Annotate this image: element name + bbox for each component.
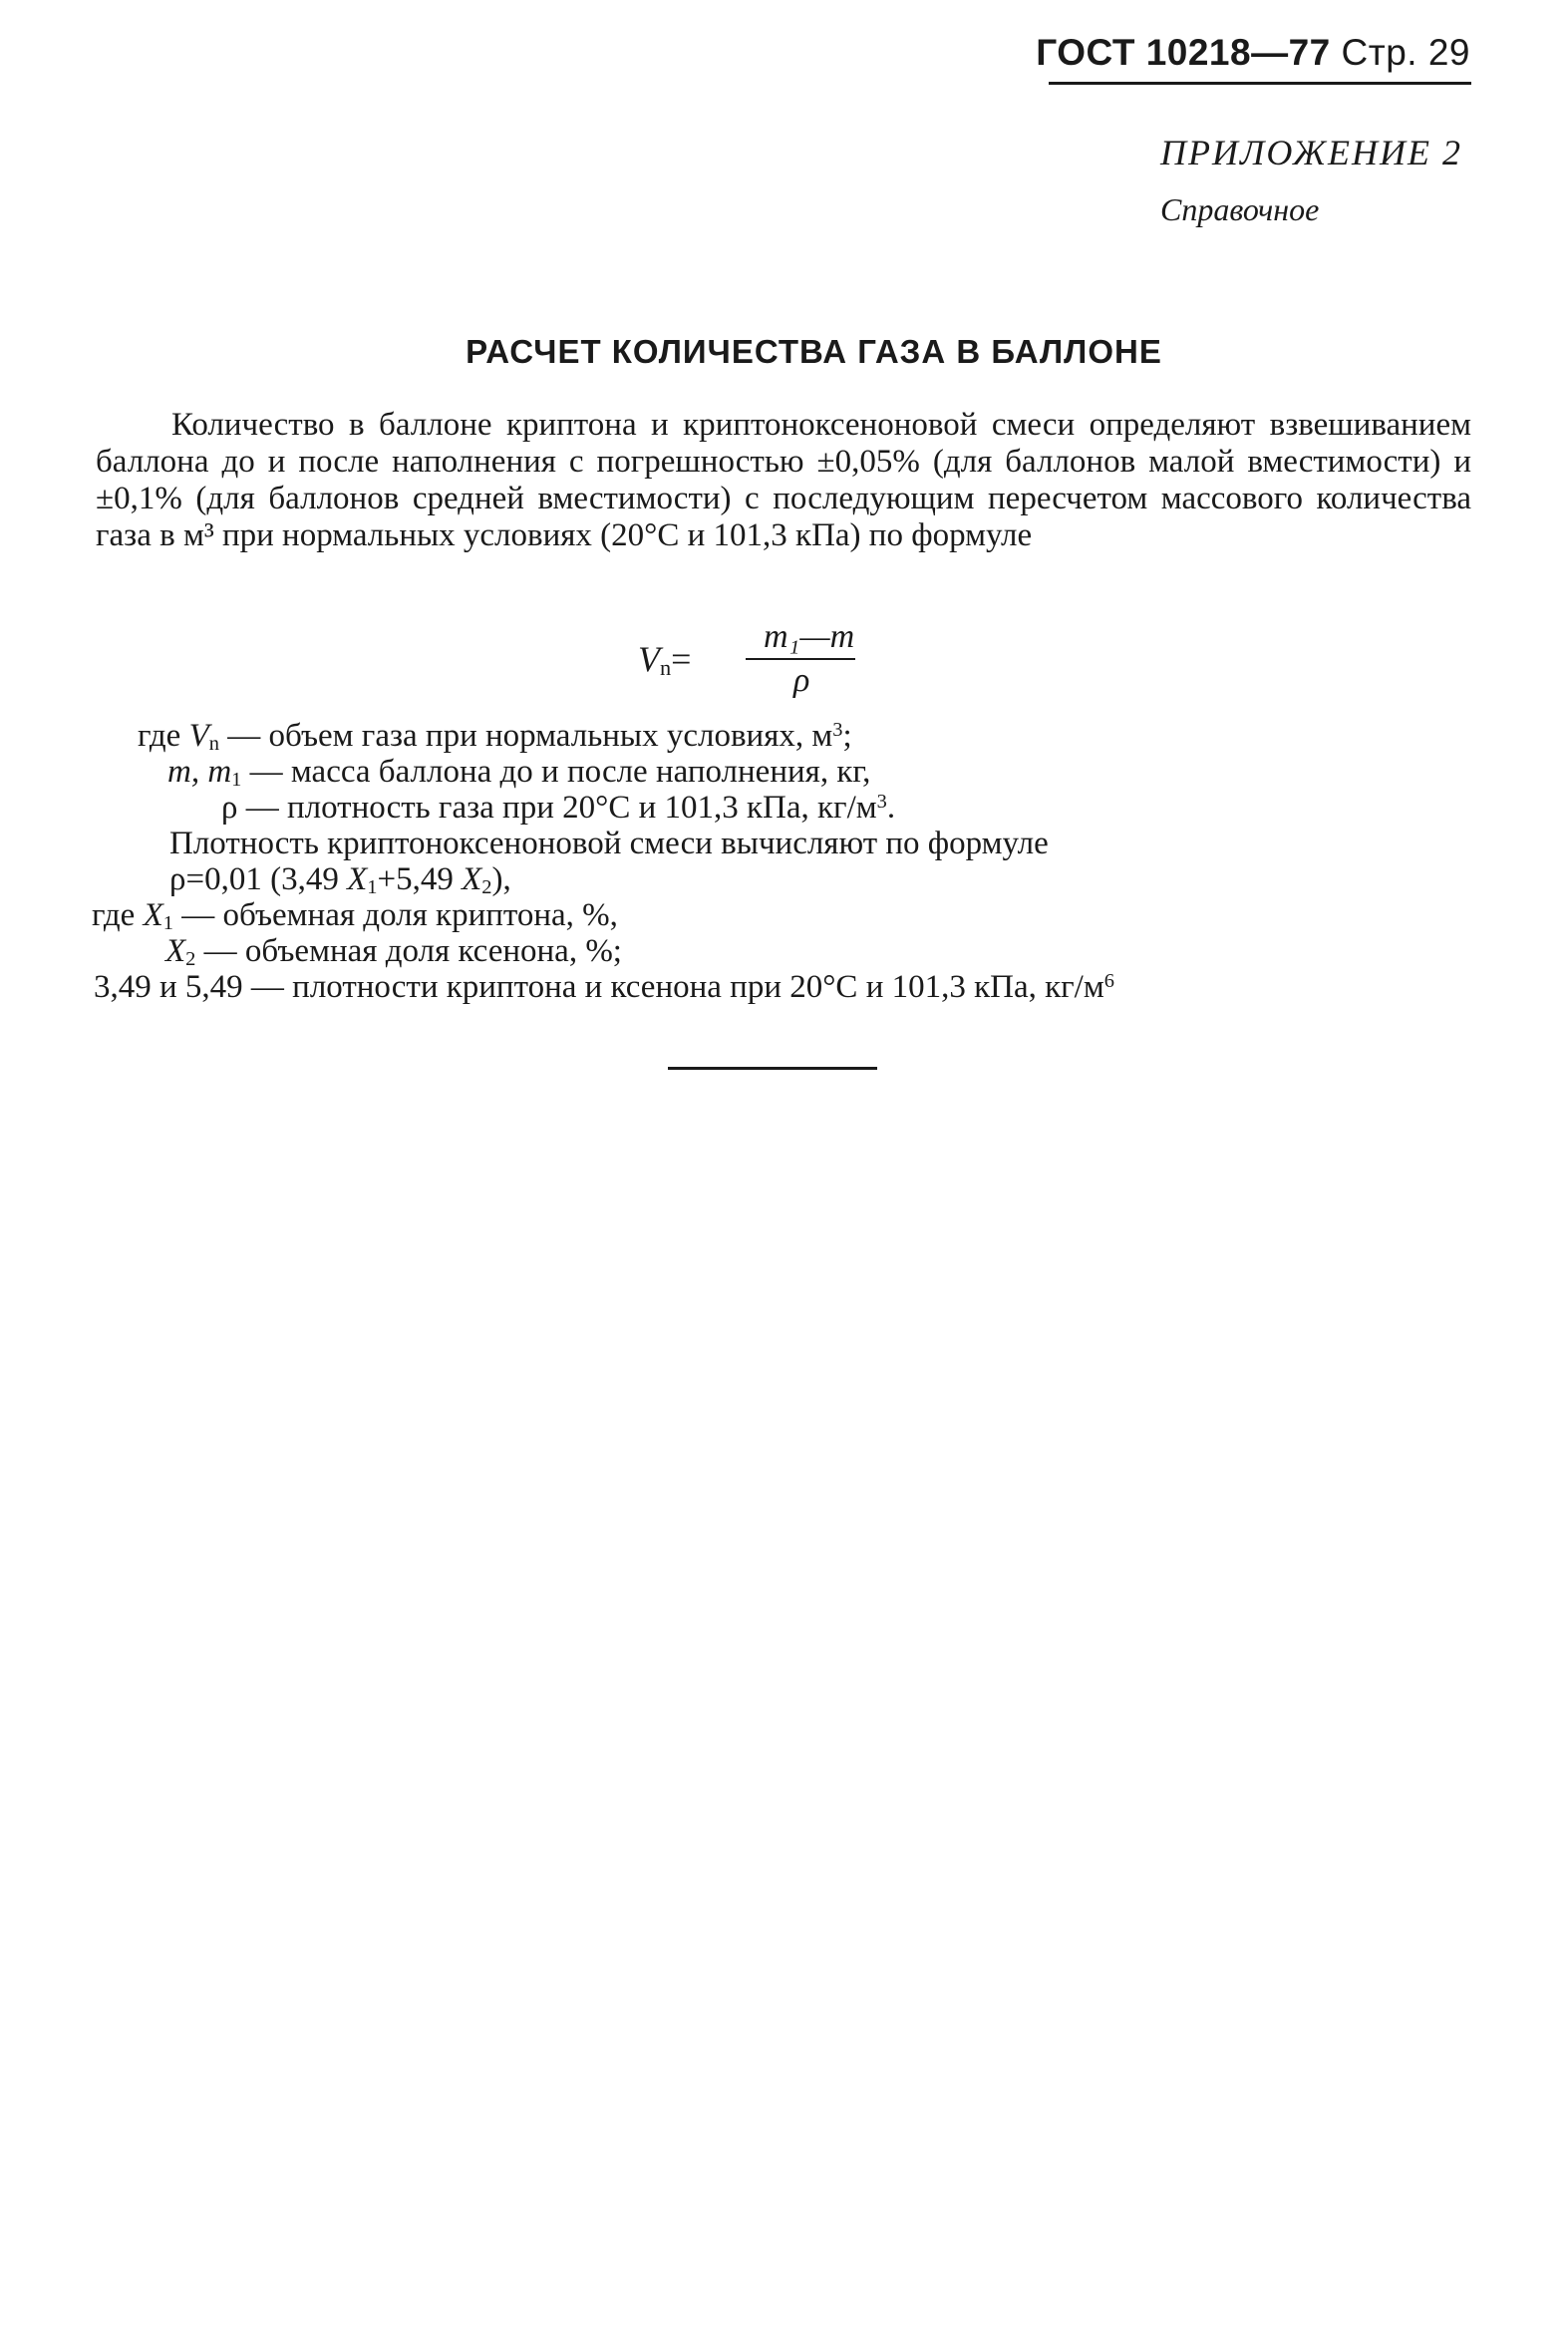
definition-x1: где $X_1$ — объемная доля криптона, %, <box>92 897 618 934</box>
density-intro: Плотность криптоноксеноновой смеси вычисляют по формуле <box>169 826 1049 861</box>
formula-lhs: $V_n=$ <box>638 639 692 680</box>
density-formula: ρ=0,01 (3,49 $X_1+5,49$ $X_2$), <box>169 861 511 898</box>
definition-x2: $X_2$ — объемная доля ксенона, %; <box>165 933 622 970</box>
page-number: Стр. 29 <box>1341 32 1470 73</box>
appendix-label: ПРИЛОЖЕНИЕ 2 <box>1160 133 1462 172</box>
intro-paragraph <box>96 407 1471 554</box>
definition-m: m, $m_1$ — масса баллона до и после наполнения, кг, <box>167 754 871 791</box>
standard-number: ГОСТ 10218—77 <box>1036 32 1331 73</box>
formula-denominator: ρ <box>793 662 810 699</box>
header-divider <box>1049 82 1471 85</box>
formula-numerator: m₁—m <box>764 618 855 655</box>
page-header <box>1036 32 1470 74</box>
definition-constants: 3,49 и 5,49 — плотности криптона и ксенона при 20°C и 101,3 кПа, $кг/м^6$ <box>94 969 1114 1005</box>
definition-rho: ρ — плотность газа при 20°C и 101,3 кПа, $кг/м^3$. <box>221 790 896 826</box>
fraction-bar <box>746 658 855 660</box>
definition-vn: где $V_n$ — объем газа при нормальных условиях, $м^3$; <box>138 718 852 755</box>
intro-text: Количество в баллоне криптона и криптоноксеноновой смеси определяют взвешиванием баллона до и после наполнения с погрешностью ±0,05% (для баллонов малой вместимости) и ±0,1% (для баллонов средней вместимости) с последующим пересчетом массового количества газа в м³ при нормальных условиях (20°C и 101,3 кПа) по формуле <box>96 407 1471 553</box>
appendix-type: Справочное <box>1160 191 1320 227</box>
end-divider <box>668 1067 877 1070</box>
volume-formula <box>638 618 855 699</box>
section-title: РАСЧЕТ КОЛИЧЕСТВА ГАЗА В БАЛЛОНЕ <box>466 333 1162 370</box>
